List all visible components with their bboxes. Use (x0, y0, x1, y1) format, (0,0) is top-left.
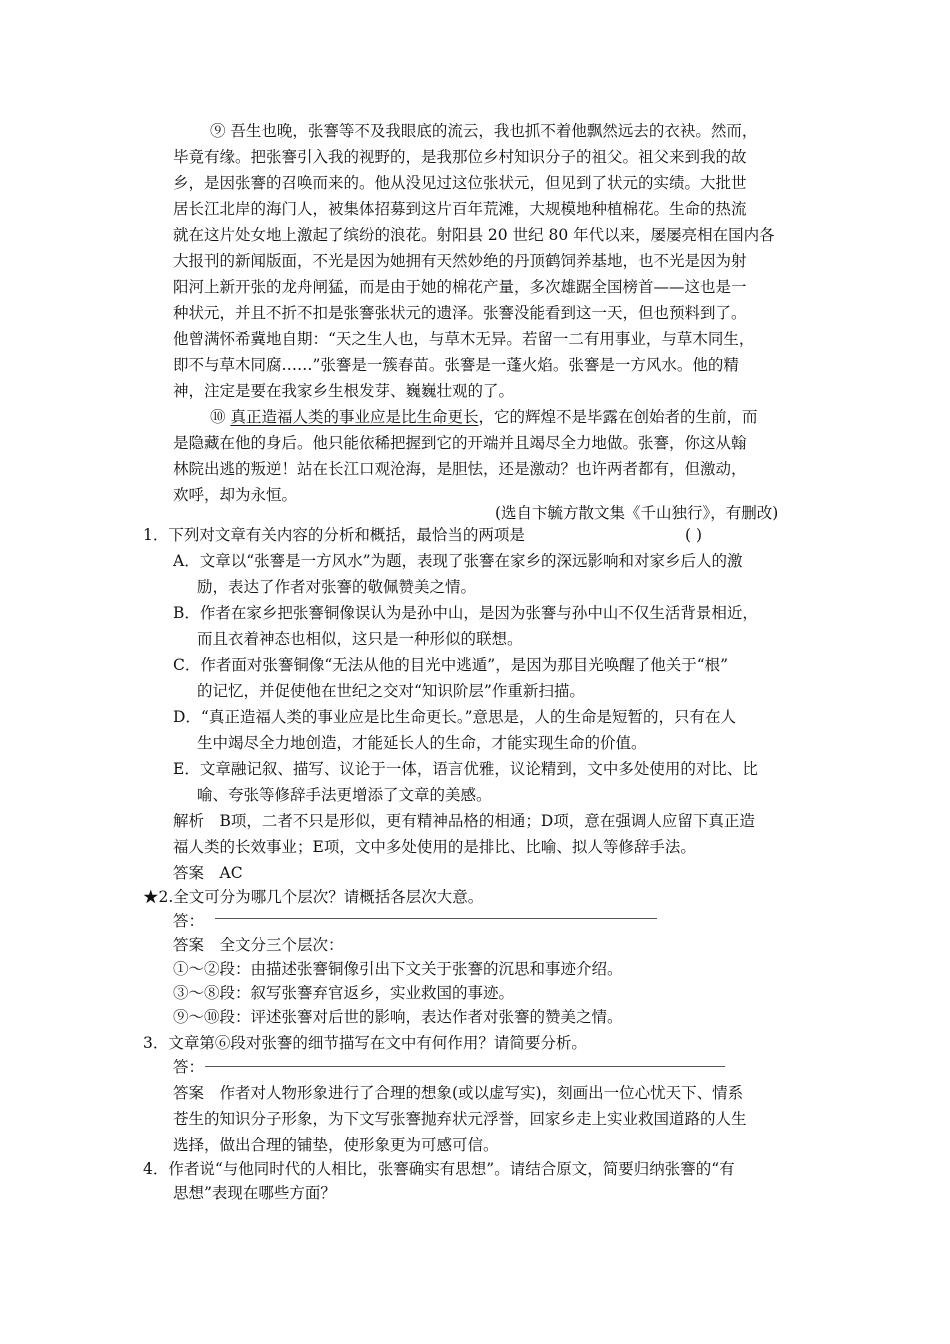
question-stem: 1．下列对文章有关内容的分析和概括，最恰当的两项是 (143, 526, 525, 544)
question-stem: 3．文章第⑥段对张謇的细节描写在文中有何作用？请简要分析。 (143, 1034, 587, 1052)
paragraph-line: 大报刊的新闻版面，不光是因为她拥有天然妙绝的丹顶鹤饲养基地，也不光是因为射 (173, 252, 747, 270)
underlined-sentence: 真正造福人类的事业应是比生命更长 (230, 408, 479, 426)
option-a-cont: 励，表达了作者对张謇的敬佩赞美之情。 (197, 578, 477, 596)
answer-line: ⑨～⑩段：评述张謇对后世的影响，表达作者对张謇的赞美之情。 (173, 1008, 623, 1026)
answer-label: 答： (173, 1058, 205, 1076)
paragraph-line: 种状元，并且不折不扣是张謇张状元的遗泽。张謇没能看到这一天，但也预料到了。 (173, 304, 747, 322)
paragraph-line: 神，注定是要在我家乡生根发芽、巍巍壮观的了。 (173, 382, 515, 400)
paragraph-line: 林院出逃的叛逆！站在长江口观沧海，是胆怯，还是激动？也许两者都有，但激动， (173, 460, 747, 478)
answer-line: ①～②段：由描述张謇铜像引出下文关于张謇的沉思和事迹介绍。 (173, 960, 623, 978)
answer-line: ③～⑧段：叙写张謇弃官返乡，实业救国的事迹。 (173, 984, 515, 1002)
answer-label: 答： (173, 912, 205, 930)
paragraph-line: 欢呼，却为永恒。 (173, 486, 298, 504)
answer-bracket: ( ) (685, 526, 703, 544)
answer: 答案 作者对人物形象进行了合理的想象(或以虚写实)，刻画出一位心忧天下、情系 (173, 1084, 744, 1102)
question-stem: ★2.全文可分为哪几个层次？请概括各层次大意。 (143, 888, 484, 906)
option-d-cont: 生中竭尽全力地创造，才能延长人的生命，才能实现生命的价值。 (197, 734, 647, 752)
answer: 答案 AC (173, 864, 243, 882)
paragraph-line: 阳河上新开张的龙舟闸猛，而是由于她的棉花产量，多次雄踞全国榜首——这也是一 (173, 278, 747, 296)
answer-blank-line[interactable] (205, 1066, 725, 1067)
option-e: E．文章融记叙、描写、议论于一体，语言优雅，议论精到，文中多处使用的对比、比 (173, 760, 758, 778)
paragraph-line: 居长江北岸的海门人，被集体招募到这片百年荒滩，大规模地种植棉花。生命的热流 (173, 200, 747, 218)
analysis: 解析 B项，二者不只是形似，更有精神品格的相通；D项，意在强调人应留下真正造 (173, 812, 755, 830)
question-stem-cont: 思想”表现在哪些方面？ (173, 1184, 336, 1202)
analysis-cont: 福人类的长效事业；E项，文中多处使用的是排比、比喻、拟人等修辞手法。 (173, 838, 696, 856)
paragraph-number: ⑩ (210, 408, 231, 426)
answer-blank-line[interactable] (215, 918, 657, 919)
option-c-cont: 的记忆，并促使他在世纪之交对“知识阶层”作重新扫描。 (197, 682, 585, 700)
paragraph-line: 他曾满怀希冀地自期：“天之生人也，与草木无异。若留一二有用事业，与草木同生， (173, 330, 755, 348)
paragraph-line (210, 406, 757, 428)
paragraph-line: 是隐藏在他的身后。他只能依稀把握到它的开端并且竭尽全力地做。张謇，你这从翰 (173, 434, 747, 452)
paragraph-line: 就在这片处女地上激起了缤纷的浪花。射阳县 20 世纪 80 年代以来，屡屡亮相在国内各 (173, 226, 775, 244)
paragraph-line: 毕竟有缘。把张謇引入我的视野的，是我那位乡村知识分子的祖父。祖父来到我的故 (173, 148, 747, 166)
paragraph-line: ⑨ 吾生也晚，张謇等不及我眼底的流云，我也抓不着他飘然远去的衣袂。然而， (210, 122, 758, 140)
option-b-cont: 而且衣着神态也相似，这只是一种形似的联想。 (197, 630, 523, 648)
option-d: D．“真正造福人类的事业应是比生命更长。”意思是，人的生命是短暂的，只有在人 (173, 708, 737, 726)
option-c: C．作者面对张謇铜像“无法从他的目光中逃遁”，是因为那目光唤醒了他关于“根” (173, 656, 729, 674)
option-a: A．文章以“张謇是一方风水”为题，表现了张謇在家乡的深远影响和对家乡后人的激 (173, 552, 743, 570)
answer: 答案 全文分三个层次： (173, 936, 344, 954)
question-stem: 4．作者说“与他同时代的人相比，张謇确实有思想”。请结合原文，简要归纳张謇的“有 (143, 1160, 735, 1178)
sentence-rest: ，它的辉煌不是毕露在创始者的生前，而 (478, 408, 758, 426)
option-e-cont: 喻、夸张等修辞手法更增添了文章的美感。 (197, 786, 492, 804)
paragraph-line: 乡，是因张謇的召唤而来的。他从没见过这位张状元，但见到了状元的实绩。大批世 (173, 174, 747, 192)
source-citation: (选自卞毓方散文集《千山独行》，有删改) (495, 504, 779, 522)
answer-line: 选择，做出合理的铺垫，使形象更为可感可信。 (173, 1136, 499, 1154)
answer-line: 苍生的知识分子形象，为下文写张謇抛弃状元浮誉，回家乡走上实业救国道路的人生 (173, 1110, 747, 1128)
option-b: B．作者在家乡把张謇铜像误认为是孙中山，是因为张謇与孙中山不仅生活背景相近， (173, 604, 758, 622)
paragraph-line: 即不与草木同腐……”张謇是一簇春苗。张謇是一蓬火焰。张謇是一方风水。他的精 (173, 356, 739, 374)
